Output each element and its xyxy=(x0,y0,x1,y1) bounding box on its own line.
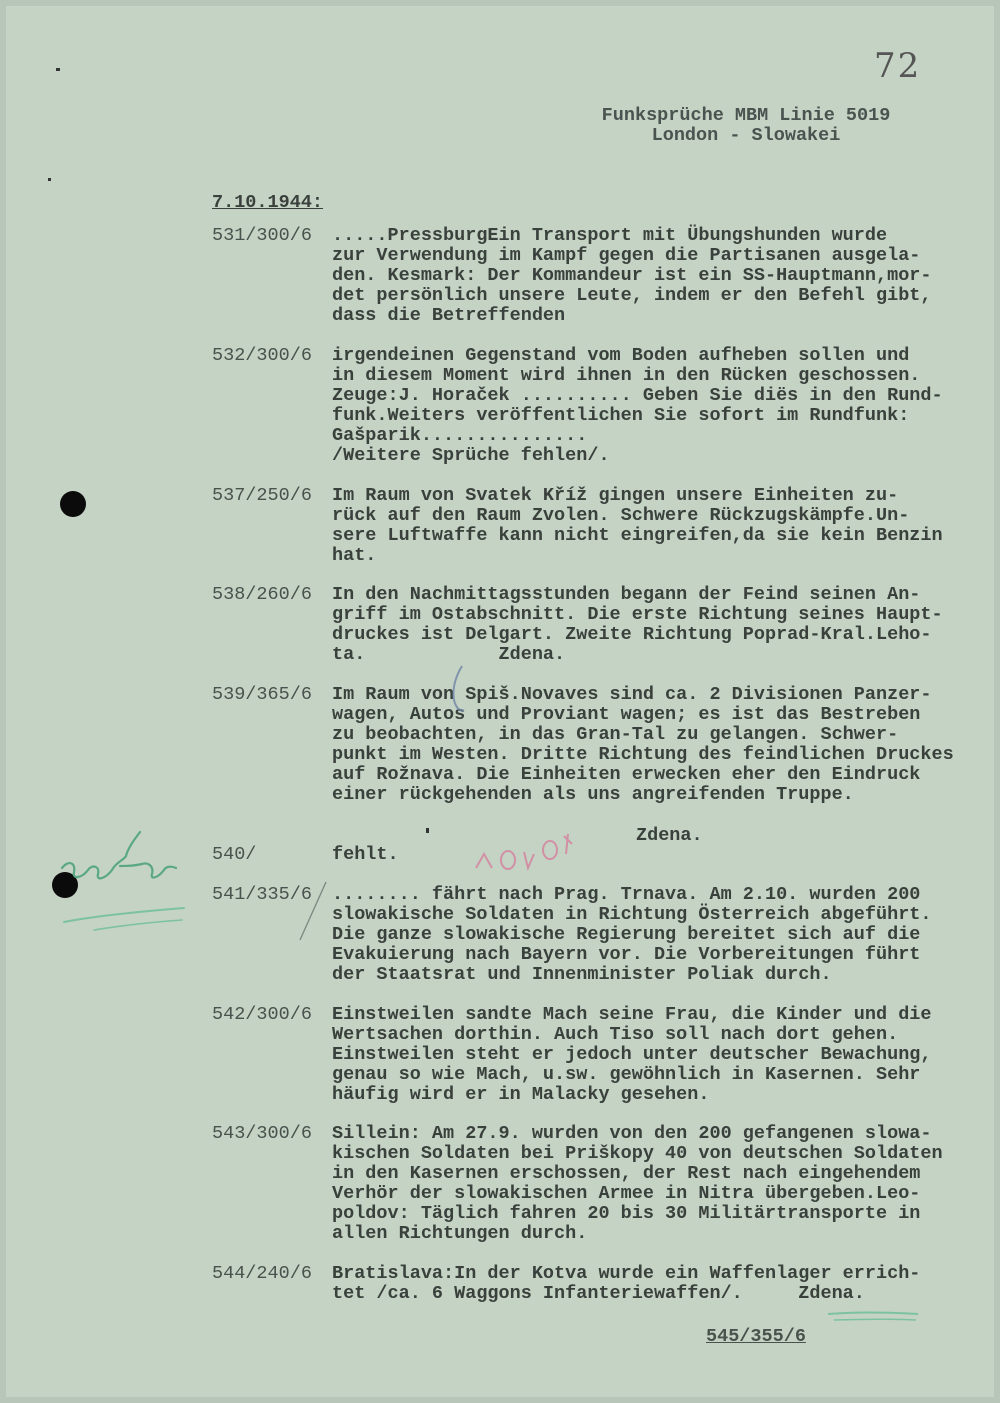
message-text: fehlt. xyxy=(332,844,399,865)
page-number: 72 xyxy=(874,46,922,86)
faint-stamp xyxy=(464,824,584,884)
message-text: irgendeinen Gegenstand vom Boden aufheben sollen und in diesem Moment wird ihnen in den Rücken geschossen. Zeuge:J. Horaček .......... Geben Sie diës in den Rund- funk.Weiters veröffentlichen Sie sofort im Rundfunk: Gašparik............... /Weitere Sprüche fehlen/. xyxy=(332,345,943,466)
message-number: 532/300/6 xyxy=(212,345,312,366)
continuation-reference: 545/355/6 xyxy=(706,1326,806,1347)
message-text: Sillein: Am 27.9. wurden von den 200 gefangenen slowa- kischen Soldaten bei Priškopy 40 von deutschen Soldaten in den Kasernen erschossen, der Rest nach eingehendem Verhör der slowakischen Armee in Nitra übergeben.Leo- poldov: Täglich fahren 20 bis 30 Militärtransporte in allen Richtungen durch. xyxy=(332,1123,943,1244)
message-number: 541/335/6 xyxy=(212,884,312,905)
speck xyxy=(48,178,51,181)
message-text: Einstweilen sandte Mach seine Frau, die Kinder und die Wertsachen dorthin. Auch Tiso soll nach dort gehen. Einstweilen steht er jedoch unter deutscher Bewachung, genau so wie Mach, u.sw. gewöhnlich in Kasernen. Sehr häufig wird er in Malacky gesehen. xyxy=(332,1004,932,1105)
pen-stroke xyxy=(442,662,472,722)
pencil-slash xyxy=(292,878,332,948)
message-text: .....PressburgEin Transport mit Übungshunden wurde zur Verwendung im Kampf gegen die Partisanen ausgela- den. Kesmark: Der Kommandeur ist ein SS-Hauptmann,mor- det persönlich unsere Leute, indem er den Befehl gibt, dass die Betreffenden xyxy=(332,225,932,326)
green-underline xyxy=(824,1306,924,1326)
message-number: 531/300/6 xyxy=(212,225,312,246)
message-number: 539/365/6 xyxy=(212,684,312,705)
message-text: Im Raum von Spiš.Novaves sind ca. 2 Divisionen Panzer- wagen, Autos und Proviant wagen; es ist das Bestreben zu beobachten, in das Gran-Tal zu gelangen. Schwer- punkt im Westen. Dritte Richtung des feindlichen Druckes auf Rožnava. Die Einheiten erwecken eher den Eindruck einer rückgehenden als uns angreifenden Truppe. xyxy=(332,684,954,805)
message-number: 542/300/6 xyxy=(212,1004,312,1025)
message-number: 537/250/6 xyxy=(212,485,312,506)
punch-hole xyxy=(60,491,86,517)
speck xyxy=(56,68,60,71)
message-text: ........ fährt nach Prag. Trnava. Am 2.10. wurden 200 slowakische Soldaten in Richtung Österreich abgeführt. Die ganze slowakische Regierung bereitet sich auf die Evakuierung nach Bayern vor. Die Vorbereitungen führt der Staatsrat und Innenminister Poliak durch. xyxy=(332,884,932,985)
message-number: 540/ xyxy=(212,844,257,865)
document-date: 7.10.1944: xyxy=(212,192,324,213)
message-number: 538/260/6 xyxy=(212,584,312,605)
pencil-annotation xyxy=(54,826,194,936)
signoff-zdena: Zdena. xyxy=(636,825,703,846)
message-number: 543/300/6 xyxy=(212,1123,312,1144)
message-text: Im Raum von Svatek Kříž gingen unsere Einheiten zu- rück auf den Raum Zvolen. Schwere Rückzugskämpfe.Un- sere Luftwaffe kann nicht eingreifen,da sie kein Benzin hat. xyxy=(332,485,943,566)
header-subtitle: London - Slowakei xyxy=(651,125,841,146)
message-number: 544/240/6 xyxy=(212,1263,312,1284)
speck xyxy=(426,828,429,833)
document-header xyxy=(566,106,926,146)
header-title: Funksprüche MBM Linie 5019 xyxy=(601,105,891,126)
message-text: In den Nachmittagsstunden begann der Feind seinen An- griff im Ostabschnitt. Die erste Richtung seines Haupt- druckes ist Delgart. Zweite Richtung Poprad-Kral.Leho- ta. Zdena. xyxy=(332,584,943,665)
message-text: Bratislava:In der Kotva wurde ein Waffenlager errich- tet /ca. 6 Waggons Infanteriewaffen/. Zdena. xyxy=(332,1263,921,1304)
